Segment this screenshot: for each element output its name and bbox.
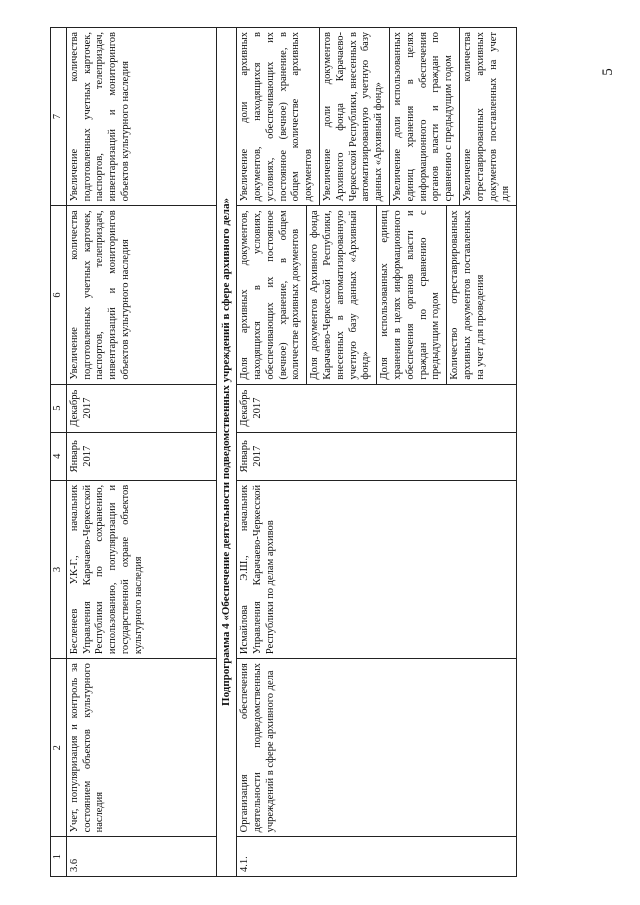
responsible-cell: Исмайлова Э.Ш., начальник Управления Карачаево-Черкесской Республики по делам архивов (237, 480, 517, 658)
col-header-5: 5 (51, 384, 67, 432)
row-number: 4.1. (237, 837, 517, 877)
indicator-cell: Увеличение количества подготовленных учетных карточек, паспортов, телеприздач, инвентаризаций и мониторингов объектов культурного наследия (66, 28, 216, 206)
col-header-3: 3 (51, 480, 67, 658)
expected-result-cell: Увеличение количества подготовленных учетных карточек, паспортов, телеприздач, инвентаризаций и мониторингов объектов культурного наследия (66, 206, 216, 384)
expected-item: Доля документов Архивного фонда Карачаево-Черкесской Республики, внесенных в автоматизированную учетную базу данных «Архивный фонд» (307, 206, 377, 383)
activity-cell: Организация обеспечения деятельности подведомственных учреждений в сфере архивного дела (237, 659, 517, 837)
col-header-2: 2 (51, 659, 67, 837)
start-date-cell: Январь 2017 (66, 432, 216, 480)
expected-result-cell (237, 206, 517, 384)
expected-item: Количество отреставрированных архивных документов поставленных на учет для проведения (449, 210, 486, 380)
indicator-item: Увеличение доли использованных единиц хранения в целях информационного обеспечения органов власти и граждан по сравнению с предыдущим годом (390, 28, 460, 205)
column-number-row (51, 28, 67, 877)
start-date-cell: Январь 2017 (237, 432, 517, 480)
indicator-item: Увеличение доли документов Архивного фонда Карачаево-Черкесской Республики, внесенных в автоматизированную учетную базу данных «Архивный фонд» (320, 28, 390, 205)
subprogram-heading-row (216, 28, 236, 877)
plan-table (50, 27, 517, 877)
indicator-item: Увеличение количества отреставрированных архивных документов поставленных на учет для (461, 32, 512, 202)
expected-item: Доля использованных единиц хранения в целях информационного обеспечения органов власти и граждан по сравнению с предыдущим годом (377, 206, 447, 383)
col-header-6: 6 (51, 206, 67, 384)
table-row-3-6 (66, 28, 216, 877)
indicator-item: Увеличение доли архивных документов, находящихся в условиях, обеспечивающих их постоянное (вечное) хранение, в общем количестве архивных документов (237, 28, 320, 205)
row-number: 3.6 (66, 837, 216, 877)
col-header-4: 4 (51, 432, 67, 480)
end-date-cell: Декабрь 2017 (66, 384, 216, 432)
document-sheet (50, 27, 590, 877)
subprogram-title: Подпрограмма 4 «Обеспечение деятельности подведомственных учреждений в сфере архивного дела» (216, 28, 236, 877)
end-date-cell: Декабрь 2017 (237, 384, 517, 432)
responsible-cell: Бесленеев У.К-Г., начальник Управления Карачаево-Черкесской Республики по сохранению, использованию, популяризации и государственной охране объектов культурного наследия (66, 480, 216, 658)
col-header-7: 7 (51, 28, 67, 206)
activity-cell: Учет, популяризация и контроль за состоянием объектов культурного наследия (66, 659, 216, 837)
table-row-4-1 (237, 28, 517, 877)
expected-item: Доля архивных документов, находящихся в условиях, обеспечивающих их постоянное (вечное) хранение, в общем количестве архивных документов (237, 206, 307, 383)
col-header-1: 1 (51, 837, 67, 877)
indicator-cell (237, 28, 517, 206)
page-number: 5 (600, 68, 616, 76)
